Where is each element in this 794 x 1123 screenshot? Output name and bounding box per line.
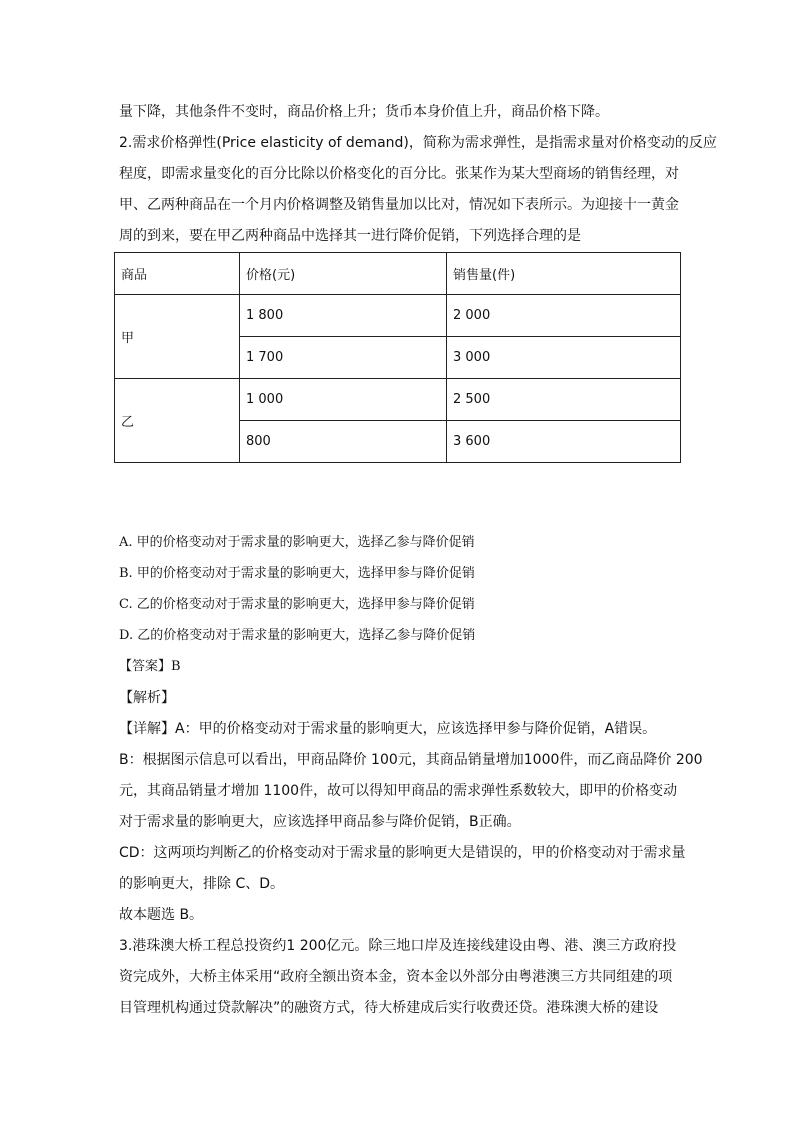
stem-line: 2.需求价格弹性(Price elasticity of demand)，简称为需求弹性，是指需求量对价格变动的反应 bbox=[119, 135, 717, 151]
stem-line: 3.港珠澳大桥工程总投资约1 200亿元。除三地口岸及连接线建设由粤、港、澳三方政府投 bbox=[119, 938, 677, 954]
sales-cell: 3 600 bbox=[447, 421, 681, 463]
option-b: B. 甲的价格变动对于需求量的影响更大，选择甲参与降价促销 bbox=[119, 566, 475, 581]
product-cell: 乙 bbox=[115, 379, 240, 463]
answer: 【答案】B bbox=[119, 659, 181, 674]
table-row bbox=[115, 295, 681, 337]
sales-cell: 2 500 bbox=[447, 379, 681, 421]
header-price: 价格(元) bbox=[240, 253, 447, 295]
table-row bbox=[115, 379, 681, 421]
stem-line: 周的到来，要在甲乙两种商品中选择其一进行降价促销，下列选择合理的是 bbox=[119, 228, 581, 244]
price-cell: 800 bbox=[240, 421, 447, 463]
detail-line: 故本题选 B。 bbox=[119, 907, 204, 923]
detail-line: 【详解】A：甲的价格变动对于需求量的影响更大，应该选择甲参与降价促销，A错误。 bbox=[119, 721, 657, 737]
sales-cell: 3 000 bbox=[447, 337, 681, 379]
price-cell: 1 700 bbox=[240, 337, 447, 379]
detail-line: 对于需求量的影响更大，应该选择甲商品参与降价促销，B正确。 bbox=[119, 814, 521, 830]
analysis-heading: 【解析】 bbox=[119, 690, 175, 706]
option-d: D. 乙的价格变动对于需求量的影响更大，选择乙参与降价促销 bbox=[119, 628, 476, 643]
stem-line: 甲、乙两种商品在一个月内价格调整及销售量加以比对，情况如下表所示。为迎接十一黄金 bbox=[119, 197, 679, 213]
header-product: 商品 bbox=[115, 253, 240, 295]
price-cell: 1 800 bbox=[240, 295, 447, 337]
header-sales: 销售量(件) bbox=[447, 253, 681, 295]
detail-line: 的影响更大，排除 C、D。 bbox=[119, 876, 285, 892]
option-c: C. 乙的价格变动对于需求量的影响更大，选择甲参与降价促销 bbox=[119, 597, 475, 612]
table-header-row bbox=[115, 253, 681, 295]
stem-line: 资完成外，大桥主体采用“政府全额出资本金，资本金以外部分由粤港澳三方共同组建的项 bbox=[119, 969, 673, 985]
detail-line: CD：这两项均判断乙的价格变动对于需求量的影响更大是错误的，甲的价格变动对于需求量 bbox=[119, 845, 686, 861]
detail-line: B：根据图示信息可以看出，甲商品降价 100元，其商品销量增加1000件，而乙商品降价 200 bbox=[119, 752, 703, 768]
intro-line: 量下降，其他条件不变时，商品价格上升；货币本身价值上升，商品价格下降。 bbox=[119, 104, 609, 120]
price-sales-table bbox=[114, 252, 681, 463]
option-a: A. 甲的价格变动对于需求量的影响更大，选择乙参与降价促销 bbox=[119, 535, 475, 550]
price-cell: 1 000 bbox=[240, 379, 447, 421]
product-cell: 甲 bbox=[115, 295, 240, 379]
detail-line: 元，其商品销量才增加 1100件，故可以得知甲商品的需求弹性系数较大，即甲的价格变动 bbox=[119, 783, 678, 799]
stem-line: 目管理机构通过贷款解决”的融资方式，待大桥建成后实行收费还贷。港珠澳大桥的建设 bbox=[119, 1000, 659, 1016]
sales-cell: 2 000 bbox=[447, 295, 681, 337]
stem-line: 程度，即需求量变化的百分比除以价格变化的百分比。张某作为某大型商场的销售经理，对 bbox=[119, 166, 679, 182]
